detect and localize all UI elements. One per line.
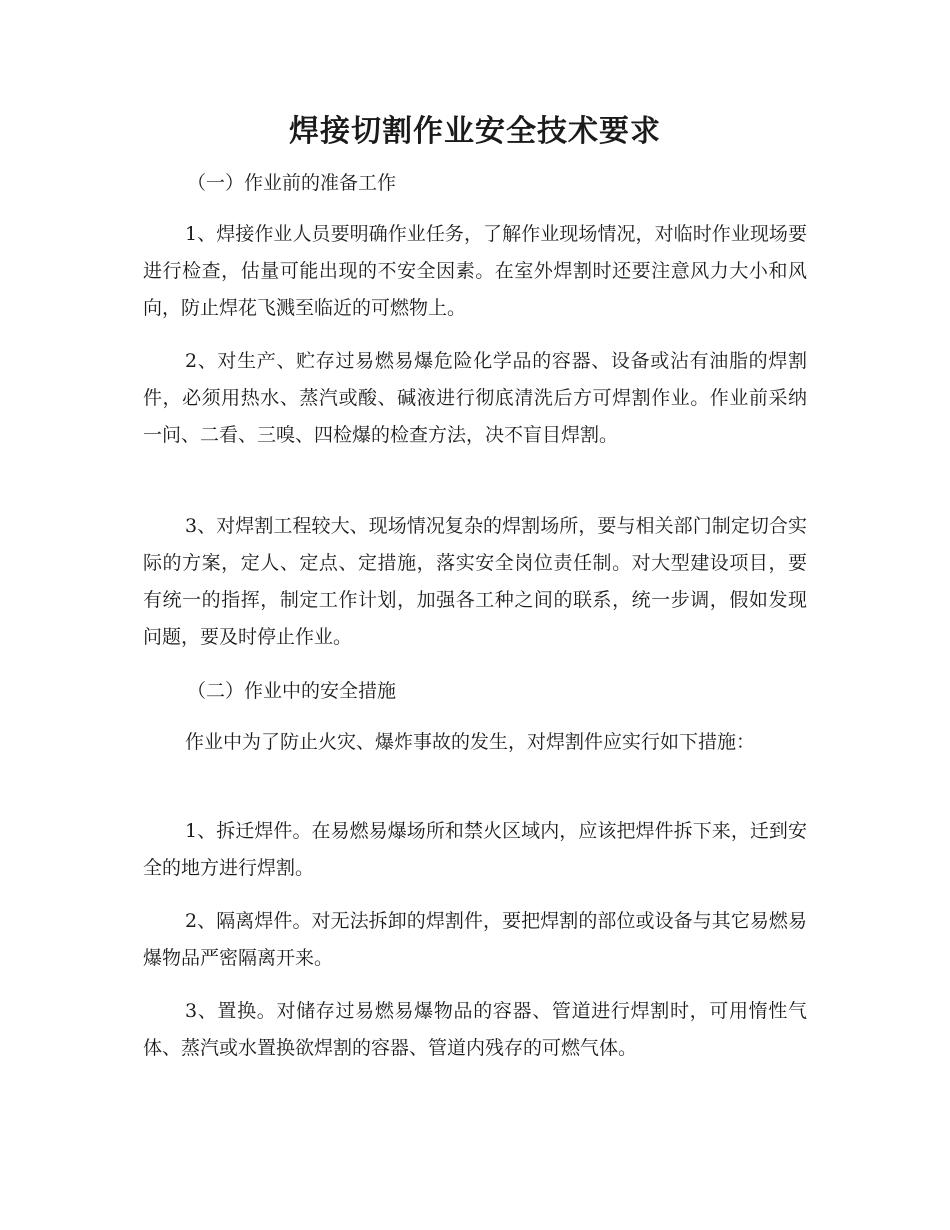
paragraph-s2-item3: 3、置换。对储存过易燃易爆物品的容器、管道进行焊割时，可用惰性气体、蒸汽或水置换欲焊割的容器、管道内残存的可燃气体。 (143, 1000, 807, 1059)
paragraph-s2-item1: 1、拆迁焊件。在易燃易爆场所和禁火区域内，应该把焊件拆下来，迁到安全的地方进行焊割。 (143, 820, 807, 879)
paragraph-s1-item2: 2、对生产、贮存过易燃易爆危险化学品的容器、设备或沾有油脂的焊割件，必须用热水、蒸汽或酸、碱液进行彻底清洗后方可焊割作业。作业前采纳一问、二看、三嗅、四检爆的检查方法，决不盲目焊割。 (143, 350, 807, 446)
paragraph-s2-intro: 作业中为了防止火灾、爆炸事故的发生，对焊割件应实行如下措施： (185, 731, 756, 753)
section-heading-preparation: （一）作业前的准备工作 (187, 172, 397, 194)
paragraph-s2-item2: 2、隔离焊件。对无法拆卸的焊割件，要把焊割的部位或设备与其它易燃易爆物品严密隔离开来。 (143, 910, 807, 969)
paragraph-s1-item3: 3、对焊割工程较大、现场情况复杂的焊割场所，要与相关部门制定切合实际的方案，定人、定点、定措施，落实安全岗位责任制。对大型建设项目，要有统一的指挥，制定工作计划，加强各工种之间的联系，统一步调，假如发现问题，要及时停止作业。 (143, 515, 807, 648)
section-heading-safety-measures: （二）作业中的安全措施 (187, 680, 397, 702)
paragraph-s1-item1: 1、焊接作业人员要明确作业任务，了解作业现场情况，对临时作业现场要进行检查，估量可能出现的不安全因素。在室外焊割时还要注意风力大小和风向，防止焊花飞溅至临近的可燃物上。 (143, 223, 807, 319)
document-title: 焊接切割作业安全技术要求 (289, 114, 661, 149)
